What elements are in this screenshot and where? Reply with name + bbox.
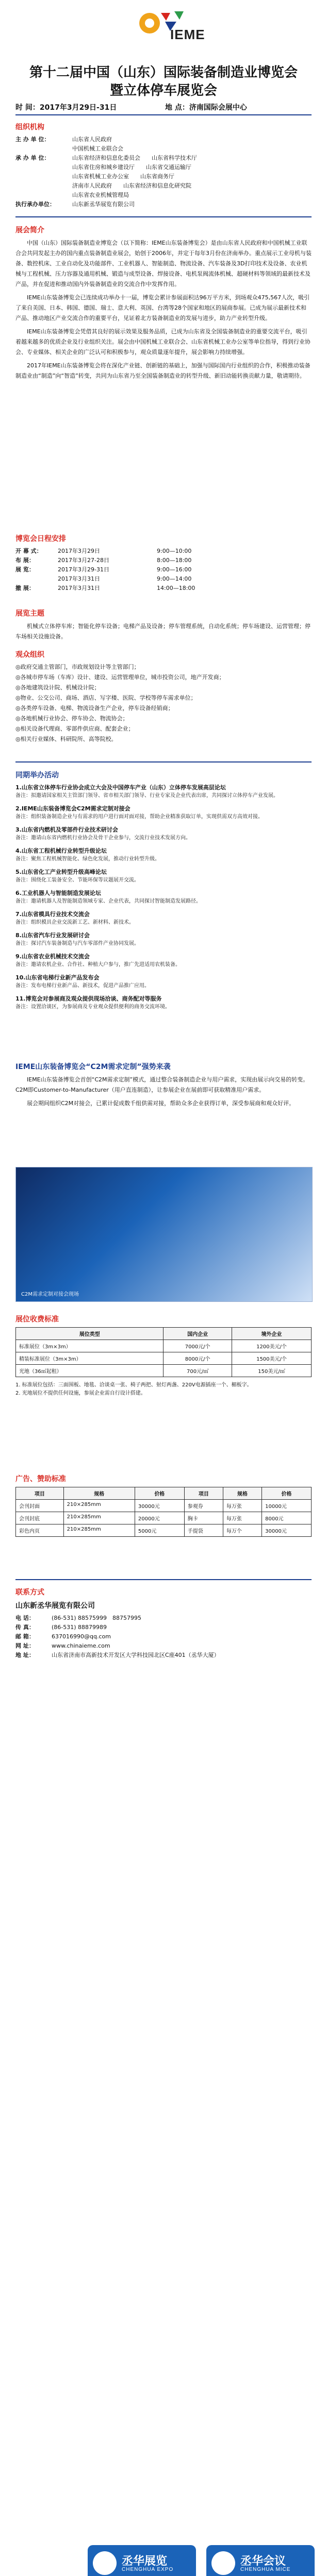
event-desc: 备注：探讨汽车装备制造与汽车零部件产业协同发展。 [15, 941, 139, 946]
schedule-time: 9:00—10:00 [157, 548, 192, 554]
overview-title: 展会简介 [15, 226, 44, 234]
visitor-item: ◎各城市停车场（车库）设计、建设、运营管理单位，城市投资公司，地产开发商； [15, 674, 225, 681]
footer-logos [88, 2545, 315, 2576]
pricing-note: 1. 标准展位包括：三面围板、地毯、洽谈桌一张、椅子两把、射灯两盏、220V电源插座一个、楣板字。 [15, 1382, 252, 1388]
event-heading: 8.山东省汽车行业发展研讨会 [15, 932, 90, 939]
ads-header: 价格 [262, 1487, 312, 1500]
visitor-item: ◎政府交通主管部门，市政规划设计等主管部门； [15, 664, 140, 670]
theme-section [15, 608, 312, 645]
contact-value: 山东省济南市高新技术开发区大学科技园北区C座401（丞华大厦） [52, 1652, 220, 1658]
logo-badge-icon [93, 2551, 117, 2575]
ads-header: 规格 [223, 1487, 261, 1500]
ads-cell: 每万个 [223, 1524, 261, 1537]
schedule-title: 博览会日程安排 [15, 535, 66, 543]
divider [15, 761, 312, 762]
visitor-item: ◎相关设备代理商、零部件供应商、配套企业； [15, 725, 134, 732]
ads-cell: 210×285mm [63, 1500, 135, 1512]
ads-header: 规格 [63, 1487, 135, 1500]
ads-cell: 参观券 [184, 1500, 223, 1512]
org-value: 济南市人民政府 山东省经济和信息化研究院 [72, 182, 191, 189]
pricing-header: 展位类型 [16, 1328, 164, 1340]
org-value: 山东省人民政府 [72, 136, 112, 143]
schedule-date: 2017年3月27-28日 [58, 557, 109, 564]
schedule-date: 2017年3月31日 [58, 575, 100, 582]
event-heading: 11.博览会对参展商及观众提供现场洽谈、商务配对等服务 [15, 995, 162, 1002]
event-item [15, 889, 312, 906]
contact-list [15, 1614, 312, 1660]
pricing-note: 2. 光地展位不提供任何设施，参展企业需自行设计搭建。 [15, 1391, 146, 1396]
logo1-text: 丞华展览 [122, 2555, 168, 2568]
pricing-notes [15, 1381, 312, 1398]
pricing-cell: 精装标准展位（3m×3m） [16, 1352, 164, 1365]
visitor-list [15, 663, 312, 744]
c2m-title: IEME山东装备博览会“C2M需求定制”强势来袭 [15, 1063, 171, 1071]
overview-paragraph: 中国（山东）国际装备制造业博览会（以下简称：IEME山东装备博览会）是由山东省人民政府和中国机械工业联合会共同发起主办的国内重点装备制造业展会，始创于2006年，并定于每年3月份在济南举办。重点展示工业母机与装备、数控机床、工业自动化及功能部件、工业机器人、智能制造、物流设备、汽车装备及3D打印技术及设备、农业机械与工程机械、压力容器及通用机械、锻造与成型设备、焊接设备、电机泵阀流体机械、超硬材料等领域的最新技术及产品，并在促进和推动国内外装备制造业的交流合作中发挥作用。 [15, 240, 312, 287]
divider [15, 1579, 312, 1580]
event-desc: 备注：发布电梯行业新产品、新技术，促进产品推广应用。 [15, 983, 150, 989]
divider [15, 216, 312, 217]
c2m-photo [15, 1167, 313, 1302]
contact-value: 637016990@qq.com [52, 1633, 111, 1640]
event-heading: 6.工业机器人与智能制造发展论坛 [15, 890, 101, 896]
schedule-section [15, 533, 312, 593]
event-item [15, 952, 312, 969]
ads-header: 价格 [135, 1487, 184, 1500]
visitor-item: ◎物业、公交公司、商场、酒店、写字楼、医院、学校等停车需求单位； [15, 694, 197, 701]
event-desc: 备注：邀请农机企业、合作社、种植大户参与，推广先进适用农机装备。 [15, 962, 181, 968]
schedule-date: 2017年3月29-31日 [58, 566, 109, 573]
event-heading: 2.IEME山东装备博览会C2M需求定制对接会 [15, 805, 130, 812]
ads-cell: 会刊封面 [16, 1500, 64, 1512]
org-key: 主 办 单 位： [15, 136, 50, 143]
ads-cell: 210×285mm [63, 1524, 135, 1537]
event-desc: 备注：拟邀请国家相关主管部门领导、省市相关部门领导、行业专家及企业代表出席，共同探讨立体停车产业发展。 [15, 793, 279, 799]
visitor-item: ◎各地建筑设计院、机械设计院； [15, 684, 100, 691]
org-key: 执行承办单位： [15, 201, 55, 208]
event-desc: 备注：邀请山东省内燃机行业协会及骨干企业参与，交流行业技术发展方向。 [15, 835, 191, 841]
contact-key: 地 址： [15, 1652, 35, 1658]
org-title: 组织机构 [15, 123, 44, 131]
event-item [15, 931, 312, 948]
pricing-cell: 标准展位（3m×3m） [16, 1340, 164, 1352]
c2m-paragraph: 展会期间组织C2M对接会，已累计促成数千组供需对接，帮助众多企业获得订单，深受参展商和观众好评。 [27, 1100, 295, 1107]
pricing-cell: 150美元/㎡ [232, 1365, 311, 1377]
event-desc: 备注：设置洽谈区，为参展商及专业观众提供便利的商务交流环境。 [15, 1004, 170, 1010]
event-desc: 备注：围绕化工装备安全、节能环保等议题展开交流。 [15, 877, 139, 883]
divider [15, 114, 312, 115]
event-heading: 5.山东省化工产业转型升级高峰论坛 [15, 869, 107, 875]
theme-title: 展览主题 [15, 609, 44, 618]
ads-cell: 每万张 [223, 1500, 261, 1512]
visitor-section [15, 649, 312, 745]
schedule-label: 布 展： [15, 557, 35, 564]
events-section [15, 770, 312, 1015]
ads-cell: 30000元 [135, 1500, 184, 1512]
overview-paragraph: 2017年IEME山东装备博览会将在深化产业链、创新链的基础上，加强与国际国内行业组织的合作，积极推动装备制造业由“制造”向“智造”转变，共同为山东省乃至全国装备制造业的转型升级、新旧动能转换贡献力量，敬请期待。 [15, 362, 310, 379]
contact-section [15, 1587, 312, 1660]
org-key: 承 办 单 位： [15, 155, 50, 161]
pricing-table [15, 1327, 312, 1377]
event-desc: 备注：组织模具企业交流新工艺、新材料、新技术。 [15, 920, 134, 925]
event-item [15, 846, 312, 863]
ads-cell: 30000元 [262, 1524, 312, 1537]
event-item [15, 973, 312, 990]
ads-header: 项目 [16, 1487, 64, 1500]
org-value: 山东新丞华展览有限公司 [72, 201, 135, 208]
pricing-cell: 光地（36㎡起租） [16, 1365, 164, 1377]
chenghua-mice-logo [206, 2545, 315, 2576]
event-desc: 备注：组织装备制造企业与有需求的用户进行面对面对接，帮助企业精准获取订单，实现供需双方高效对接。 [15, 814, 263, 820]
event-item [15, 994, 312, 1011]
schedule-date: 2017年3月29日 [58, 548, 100, 554]
schedule-label [15, 574, 52, 584]
pricing-cell: 1500美元/个 [232, 1352, 311, 1365]
main-title-line2: 暨立体停车展览会 [109, 83, 217, 98]
event-item [15, 868, 312, 885]
event-heading: 4.山东省工程机械行业转型升级论坛 [15, 848, 107, 854]
chenghua-expo-logo [88, 2545, 196, 2576]
ads-cell: 210×285mm [63, 1512, 135, 1524]
event-time: 时 间：2017年3月29日-31日 [15, 104, 117, 112]
contact-key: 电 话： [15, 1615, 35, 1621]
schedule-table [15, 547, 312, 593]
ads-cell: 胸卡 [184, 1512, 223, 1524]
events-title: 同期举办活动 [15, 771, 59, 779]
schedule-label: 展 览： [15, 566, 35, 573]
logo-text: IEME [170, 27, 205, 42]
org-value: 山东省住房和城乡建设厅 山东省交通运输厅 [72, 164, 191, 171]
ads-cell: 每万张 [223, 1512, 261, 1524]
pricing-cell: 700元/㎡ [164, 1365, 232, 1377]
event-place: 地 点：济南国际会展中心 [165, 104, 247, 112]
logo-badge-icon [211, 2551, 235, 2575]
contact-key: 传 真： [15, 1624, 35, 1631]
overview-paragraph: IEME山东装备博览会已连续成功举办十一届，博览会累计参展面积达96万平方米，到场观众475,567人次，吸引了来自美国、日本、韩国、德国、瑞士、意大利、英国、台湾等28个国家和地区的展商参展。已成为展示最新技术和产品、推动地区产业交流合作的重要平台，见证着北方装备制造业的发展与进步，助力产业转型升级。 [15, 294, 310, 321]
org-value: 山东省机械工业办公室 山东省商务厅 [72, 173, 174, 180]
contact-key: 邮 箱： [15, 1633, 35, 1640]
theme-text: 机械式立体停车库；智能化停车设备；电梯产品及设备；停车管理系统，自动化系统；停车场建设、运营管理；停车场相关设施设备。 [15, 623, 310, 640]
org-value: 中国机械工业联合会 [72, 145, 123, 152]
ads-cell: 8000元 [262, 1512, 312, 1524]
ads-cell: 10000元 [262, 1500, 312, 1512]
visitor-item: ◎各类停车设备、电梯、物流设备生产企业，停车设备经销商； [15, 705, 174, 711]
event-heading: 10.山东省电梯行业新产品发布会 [15, 974, 100, 981]
main-title-line1: 第十二届中国（山东）国际装备制造业博览会 [29, 65, 298, 80]
schedule-time: 8:00—18:00 [157, 557, 192, 564]
logo2-subtext: CHENGHUA MICE [240, 2567, 291, 2572]
event-item [15, 804, 312, 821]
ads-cell: 手提袋 [184, 1524, 223, 1537]
overview-paragraph: IEME山东装备博览会凭借其良好的展示效果及服务品质，已成为山东省及全国装备制造业的重要交流平台，吸引着越来越多的优质企业及行业组织关注。展会由中国机械工业联合会、山东省机械工业办公室等单位指导，得到行业协会、专业媒体、相关企业的广泛认可和积极参与，观众质量逐年提升，展会影响力持续增强。 [15, 328, 310, 355]
ads-section [15, 1473, 312, 1537]
ads-cell: 20000元 [135, 1512, 184, 1524]
schedule-label: 开 幕 式： [15, 548, 42, 554]
contact-value: (86-531) 88575999 88757995 [52, 1615, 142, 1621]
event-heading: 1.山东省立体停车行业协会成立大会及中国停车产业（山东）立体停车发展高层论坛 [15, 784, 226, 791]
ads-cell: 会刊封底 [16, 1512, 64, 1524]
pricing-cell: 7000元/个 [164, 1340, 232, 1352]
pricing-section [15, 1314, 312, 1398]
org-section [15, 122, 312, 209]
event-heading: 3.山东省内燃机及零部件行业技术研讨会 [15, 826, 118, 833]
top-logo [0, 0, 327, 57]
event-desc: 备注：聚焦工程机械智能化、绿色化发展，推动行业转型升级。 [15, 856, 160, 862]
c2m-paragraph: IEME山东装备博览会首创“C2M需求定制”模式，通过整合装备制造企业与用户需求，实现由展示向交易的转变。C2M即Customer-to-Manufacturer（用户直连制造），让参展企业在展前即可获取精准用户需求。 [15, 1076, 309, 1093]
visitor-item: ◎各地机械行业协会、停车协会、物流协会； [15, 715, 128, 722]
contact-value[interactable]: www.chinaieme.com [52, 1642, 110, 1649]
c2m-section [15, 1061, 312, 1112]
pricing-cell: 1200美元/个 [232, 1340, 311, 1352]
event-item [15, 910, 312, 927]
contact-title: 联系方式 [15, 1588, 44, 1597]
pricing-header: 国内企业 [164, 1328, 232, 1340]
overview-section [15, 225, 312, 384]
ads-cell: 彩色内页 [16, 1524, 64, 1537]
contact-org: 山东新丞华展览有限公司 [15, 1602, 95, 1610]
ads-header: 项目 [184, 1487, 223, 1500]
schedule-date: 2017年3月31日 [58, 585, 100, 591]
events-list [15, 783, 312, 1011]
event-item [15, 825, 312, 842]
visitor-title: 观众组织 [15, 651, 44, 659]
event-heading: 7.山东省模具行业技术交流会 [15, 911, 90, 918]
org-list [15, 135, 312, 209]
event-item [15, 783, 312, 800]
event-heading: 9.山东省农业机械技术交流会 [15, 953, 90, 960]
logo2-text: 丞华会议 [240, 2555, 286, 2568]
schedule-label: 撤 展： [15, 585, 35, 591]
org-value: 山东省经济和信息化委员会 山东省科学技术厅 [72, 155, 197, 161]
schedule-time: 9:00—16:00 [157, 566, 192, 573]
pricing-header: 境外企业 [232, 1328, 311, 1340]
ads-title: 广告、赞助标准 [15, 1475, 66, 1483]
schedule-time: 9:00—14:00 [157, 575, 192, 582]
photo-caption: C2M需求定制对接会现场 [21, 1292, 79, 1297]
pricing-cell: 8000元/个 [164, 1352, 232, 1365]
event-desc: 备注：邀请机器人及智能制造领域专家、企业代表，共同探讨智能制造发展路径。 [15, 899, 201, 904]
visitor-item: ◎相关行业媒体、科研院所、高等院校。 [15, 736, 117, 742]
schedule-time: 14:00—18:00 [157, 585, 195, 591]
logo1-subtext: CHENGHUA EXPO [122, 2567, 174, 2572]
pricing-title: 展位收费标准 [15, 1315, 59, 1324]
contact-key: 网 址： [15, 1642, 35, 1649]
org-value: 山东省农业机械管理局 [72, 192, 129, 198]
ads-table [15, 1487, 312, 1537]
ads-cell: 5000元 [135, 1524, 184, 1537]
contact-value: (86-531) 88879989 [52, 1624, 107, 1631]
